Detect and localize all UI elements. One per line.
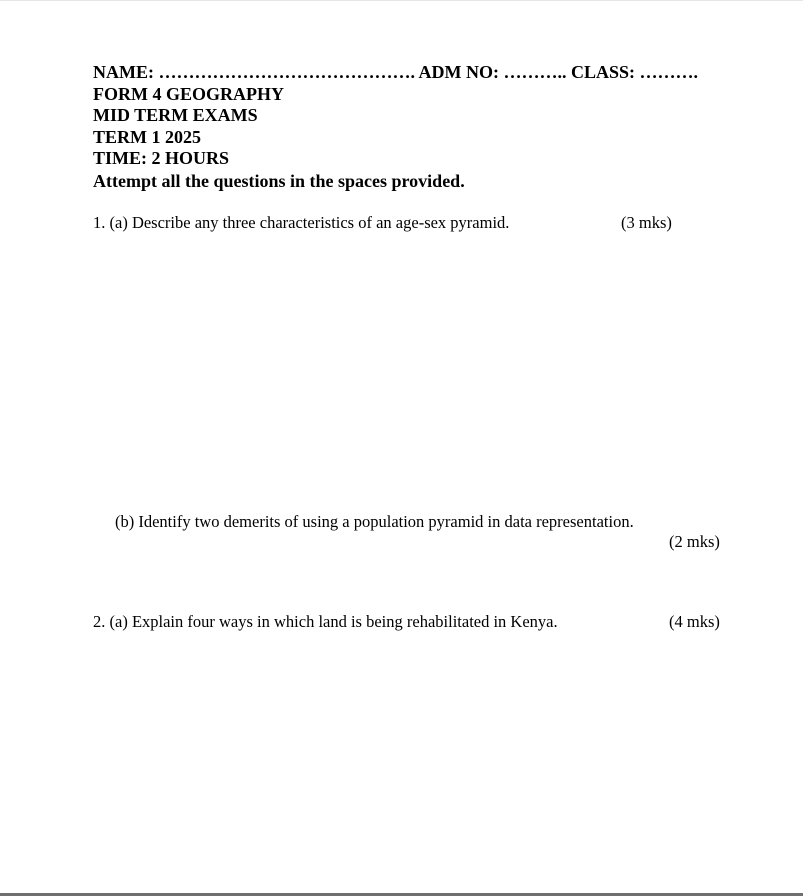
question-1a-text: 1. (a) Describe any three characteristics of an age-sex pyramid. — [93, 213, 510, 232]
instructions-text: Attempt all the questions in the spaces provided. — [93, 171, 465, 191]
term-label: TERM 1 2025 — [93, 126, 201, 147]
question-2a-text: 2. (a) Explain four ways in which land is being rehabilitated in Kenya. — [93, 612, 558, 631]
subject-title: FORM 4 GEOGRAPHY — [93, 83, 284, 104]
page-top-edge — [0, 0, 803, 1]
student-details-line: NAME: ……………………………………. ADM NO: ……….. CLASS: ………. — [93, 62, 698, 82]
question-1b-marks: (2 mks) — [669, 532, 720, 551]
question-2a-marks: (4 mks) — [669, 612, 720, 631]
exam-header — [93, 62, 698, 170]
question-1a-marks: (3 mks) — [621, 213, 672, 232]
exam-title: MID TERM EXAMS — [93, 105, 258, 125]
time-label: TIME: 2 HOURS — [93, 148, 230, 168]
question-1b-text: (b) Identify two demerits of using a population pyramid in data representation. — [115, 512, 634, 531]
